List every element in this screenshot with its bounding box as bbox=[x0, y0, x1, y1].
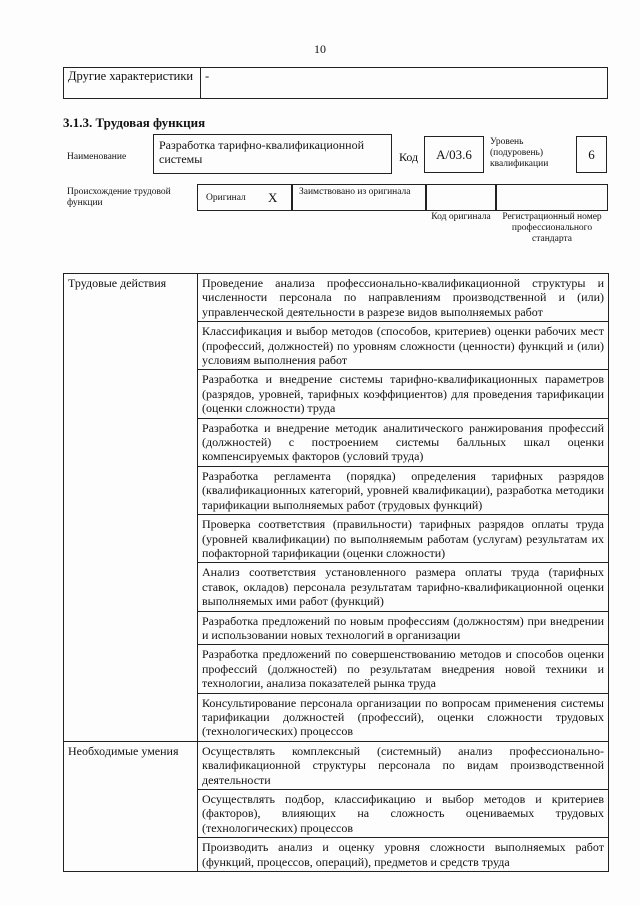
labor-actions-label-text: Трудовые действия bbox=[68, 276, 167, 290]
section-title: 3.1.3. Трудовая функция bbox=[63, 115, 206, 130]
borrowed-box bbox=[292, 184, 426, 211]
function-name-value: Разработка тарифно-квалификационной системы bbox=[159, 138, 365, 166]
borrowed-label: Заимствовано из оригинала bbox=[299, 187, 411, 197]
other-characteristics-value: - bbox=[201, 68, 608, 99]
labor-action-item: Разработка предложений по новым профессиям (должностям) при внедрении и использовании новых технологий в организации bbox=[198, 611, 609, 645]
table-row bbox=[64, 274, 609, 322]
reg-number-label: Регистрационный номер профессионального стандарта bbox=[502, 212, 602, 244]
page-number: 10 bbox=[314, 42, 326, 56]
function-name-box bbox=[153, 134, 392, 174]
level-label: Уровень (подуровень) квалификации bbox=[490, 137, 549, 169]
original-label: Оригинал bbox=[206, 193, 246, 203]
labor-action-item: Консультирование персонала организации по вопросам применения системы тарификации должностей (профессий), оценки сложности трудовых (технологических) процессов bbox=[198, 693, 609, 741]
required-skills-label-text: Необходимые умения bbox=[68, 743, 179, 758]
labor-action-item: Анализ соответствия установленного размера оплаты труда (тарифных ставок, окладов) персонала результатам тарифно-квалификационной оценки выполняемых ими работ (функций) bbox=[198, 563, 609, 611]
other-characteristics-label: Другие характеристики bbox=[64, 68, 201, 99]
original-box bbox=[197, 184, 292, 211]
labor-action-item: Разработка и внедрение методик аналитического ранжирования профессий (должностей) с построением системы балльных шкал оценки компенсируемых факторов (условий труда) bbox=[198, 418, 609, 466]
skill-item: Осуществлять комплексный (системный) анализ профессионально-квалификационной структуры персонала по видам производственной деятельности bbox=[198, 741, 609, 789]
skill-item: Производить анализ и оценку уровня сложности выполняемых работ (функций, процессов, операций), предметов и средств труда bbox=[198, 838, 609, 872]
code-original-label: Код оригинала bbox=[431, 212, 491, 222]
required-skills-label bbox=[64, 741, 198, 871]
labor-actions-label bbox=[64, 274, 198, 742]
labor-action-item: Классификация и выбор методов (способов, критериев) оценки рабочих мест (профессий, должностей) по уровням сложности (ценности) функций и (или) условиям выполнения работ bbox=[198, 322, 609, 370]
labor-action-item: Разработка предложений по совершенствованию методов и способов оценки профессий (должностей) по результатам внедрения новой техники и технологии, анализа показателей рынка труда bbox=[198, 645, 609, 693]
table-row bbox=[64, 741, 609, 789]
code-original-box bbox=[426, 184, 496, 211]
code-value-box bbox=[424, 136, 484, 173]
labor-action-item: Разработка регламента (порядка) определения тарифных разрядов (квалификационных категорий, уровней квалификации), разработка методики тарификации выполняемых работ (трудовых функций) bbox=[198, 466, 609, 514]
code-label: Код bbox=[399, 150, 419, 164]
labor-function-table bbox=[63, 273, 609, 872]
origin-label: Происхождение трудовой функции bbox=[67, 187, 171, 208]
other-characteristics-table bbox=[63, 67, 608, 99]
level-value: 6 bbox=[588, 147, 595, 162]
labor-action-item: Проведение анализа профессионально-квалификационной структуры и численности персонала по направлениям производственной и (или) управленческой деятельности в разрезе видов выполняемых работ bbox=[198, 274, 609, 322]
original-mark: X bbox=[268, 190, 278, 205]
name-label: Наименование bbox=[67, 152, 127, 162]
level-value-box bbox=[576, 136, 607, 173]
labor-action-item: Разработка и внедрение системы тарифно-квалификационных параметров (разрядов, уровней, тарифных коэффициентов) для проведения тарификации (оценки сложности) труда bbox=[198, 370, 609, 418]
skill-item: Осуществлять подбор, классификацию и выбор методов и критериев (факторов), влияющих на сложность оцениваемых трудовых (технологических) процессов bbox=[198, 790, 609, 838]
labor-action-item: Проверка соответствия (правильности) тарифных разрядов оплаты труда (уровней квалификации) по выполняемым работам (услугам) результатам их пофакторной тарификации (оценки сложности) bbox=[198, 515, 609, 563]
code-value: A/03.6 bbox=[436, 147, 472, 162]
reg-number-box bbox=[496, 184, 608, 211]
